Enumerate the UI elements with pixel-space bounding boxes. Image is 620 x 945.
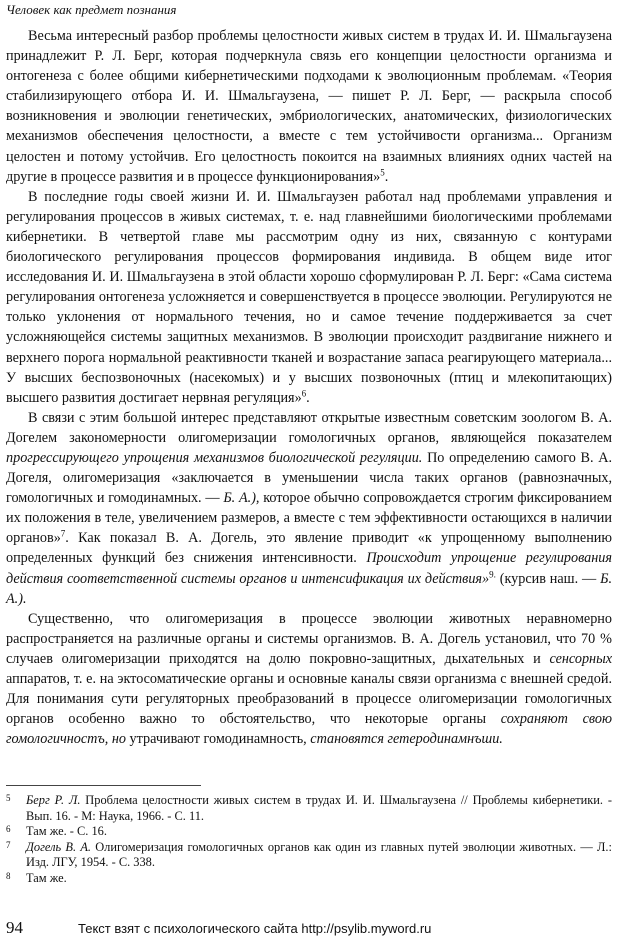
text-run: Проблема целостности живых систем в трудах И. И. Шмальгаузена // Проблемы кибернетики. - Вып. 16. - М: Наука, 1966. - С. 11. [26,793,612,823]
footnote-number: 5 [6,793,11,803]
text-run: Там же. [26,870,67,885]
text-run: Там же. - С. 16. [26,824,107,839]
footnote-number: 6 [6,824,11,835]
text-run: Олигомеризация гомологичных органов как один из главных путей эволюции животных. — Л.: Изд. ЛГУ, 1954. - С. 338. [26,839,612,870]
text-run: Существенно, что олигомеризация в процессе эволюции животных неравномерно распространяется на различные органы и системы организмов. В. А. Догель установил, что 70 % случаев олигомеризации приходятся на долю покровно-защитных, дыхательных и [6,610,612,667]
footnote-ref: 7 [60,528,66,539]
text-run: . [306,389,310,406]
footnote-number: 8 [6,870,11,881]
footnote-number: 7 [6,839,11,850]
footnote [6,793,612,824]
italic-text: сохраняют свою гомологичностъ, но [6,711,612,748]
text-run: аппаратов, т. е. на эктосоматические органы и основные каналы связи организма с внешней средой. Для понимания сути регуляторных преобразований в процессе олигомеризации гомологичных органов особенно важно то обстоятельство, что некоторые органы [6,671,612,728]
italic-text: становятся гетеродинамнъшu. [310,731,503,748]
footnotes [6,793,612,887]
italic-text: Б. А.). [6,570,612,607]
footnote [6,840,612,871]
paragraph [6,187,612,408]
text-run: утрачивают гомодинамность, [126,731,311,748]
source-link-text: Текст взят с психологического сайта http://psylib.myword.ru [78,921,432,936]
paragraph [6,26,612,187]
text-run: Весьма интересный разбор проблемы целостности живых систем в трудах И. И. Шмальгаузена принадлежит Р. Л. Берг, которая подчеркнула связь его концепции целостности организма и онтогенеза с более общими кибернетическими подходами к эволюционным проблемам. «Теория стабилизирующего отбора И. И. Шмальгаузена, — пишет Р. Л. Берг, — раскрыла способ возникновения и эволюции генетических, эмбриологических, анатомических, физиологических механизмов обеспечения целостности, а вместе с тем устойчивости организма... Организм целостен и потому устойчив. Его целостность покоится на взаимных влияниях одних частей на другие в процессе развития и в процессе функционирования» [6,28,612,185]
italic-text: Берг Р. Л. [26,793,81,807]
text-run: В связи с этим большой интерес представляют открытые известным советским зоологом В. А. Догелем закономерности олигомеризации гомологичных органов, являющейся показателем [6,409,612,446]
footnote [6,824,612,840]
text-run: По определению самого В. А. Догеля, олигомеризация «заключается в уменьшении числа таких органов (равнозначных, гомологичных и гомодинамных. — [6,449,612,507]
italic-text: прогрессирующего упрощения механизмов биологической регуляции. [6,449,423,466]
footnote-ref: 6 [301,387,307,398]
italic-text: Б. А.), [223,490,260,507]
text-run: В последние годы своей жизни И. И. Шмальгаузен работал над проблемами управления и регулирования процессов в живых системах, т. е. над главнейшими биологическими проблемами кибернетики. В четвертой главе мы рассмотрим одну из них, связанную с контурами биологического регулирования процессов формирования индивида. В общем виде итог исследования И. И. Шмальгаузена в этой области хорошо сформулирован Р. Л. Берг: «Сама система регулирования онтогенеза усложняется и совершенствуется в процессе эволюции. Регулируются не только уклонения от нормального течения, но и самое течение поддерживается за счет усложняющейся системы защитных механизмов. В эволюции происходит раздвигание нижнего и верхнего порога нормальной реактивности тканей и возрастание запаса реагирующего материала... У высших беспозвоночных (насекомых) и у высших позвоночных (птиц и млекопитающих) высшего развития достигает нервная регуляция» [6,188,612,406]
page-footer [0,918,620,940]
footnote [6,871,612,887]
text-run: . [384,168,389,185]
main-text [6,26,612,749]
text-run: . Как показал В. А. Догель, это явление приводит «к упрощенному выполнению определенных функций без снижения интенсивности. [6,530,612,567]
italic-text: сенсорных [549,650,612,667]
paragraph [6,609,612,750]
footnote-separator [6,785,201,786]
italic-text: Догель В. А. [26,839,91,854]
footnote-ref: 9. [489,568,496,579]
page-number: 94 [6,918,23,937]
paragraph [6,408,612,609]
text-run: которое обычно сопровождается строгим фиксированием их положения в теле, увеличением размеров, а вместе с тем эффективности остающихся в наличии органов» [6,490,612,547]
italic-text: Происходит упрощение регулирования действия соответственной системы органов и интенсификация их действия» [6,550,612,587]
running-header: Человек как предмет познания [6,2,177,17]
text-run: (курсив наш. — [495,570,601,587]
footnote-ref: 5 [380,166,385,177]
